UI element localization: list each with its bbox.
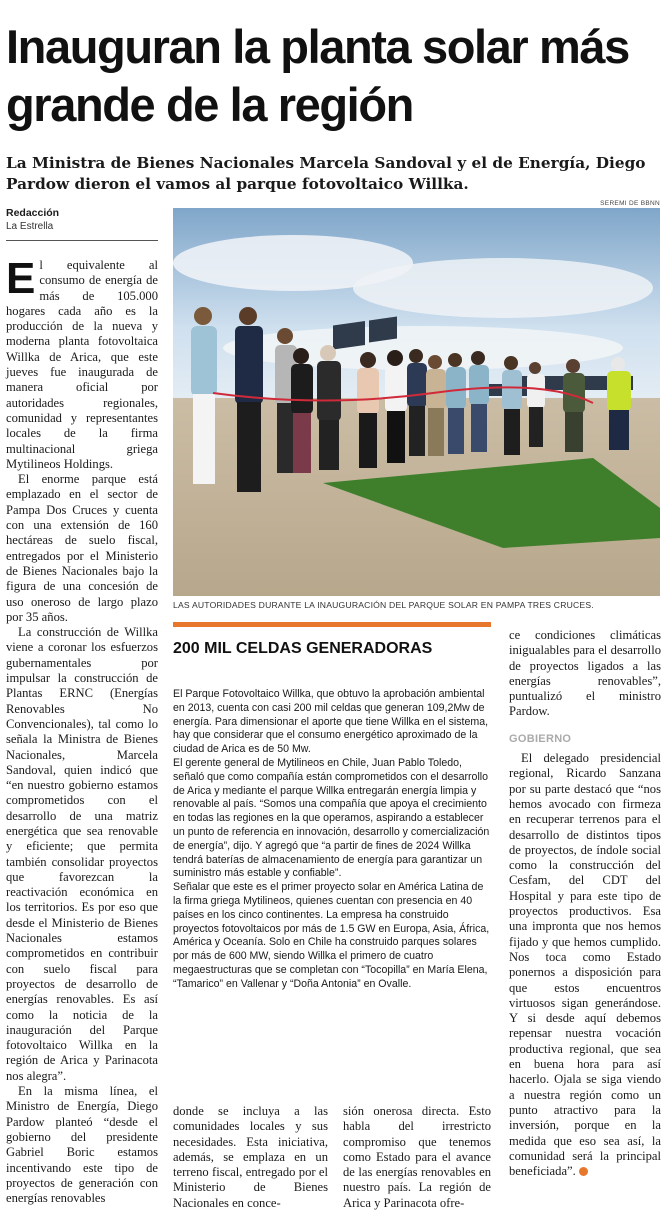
article-paragraph: La construcción de Willka viene a coronar los esfuerzos gubernamentales por impulsar la construcción de Plantas ERNC (Energías Renovables No Convencionales), tal como lo señala la Ministra de Bienes Nacionales, Marcela Sandoval, quien indicó que “en nuestro gobierno estamos comprometidos con el desarrollo de una matriz energética que sea renovable y eficiente; que permita también consolidar proyectos que favorezcan la reactivación económica en los territorios. Es por eso que desde el Ministerio de Bienes Nacionales estamos comprometidos en contribuir con suelo fiscal para proyectos de desarrollo de energías renovables. Es así como la noticia de la inauguración del Parque fotovoltaico Willka en la región de Arica y Parinacota nos alegra”. (6, 625, 158, 1083)
sidebar-box-paragraph: El Parque Fotovoltaico Willka, que obtuvo la aprobación ambiental en 2013, cuenta con casi 200 mil celdas que generan 109,2Mw de energía. Para dimensionar el aporte que tiene Willka en el sistema, hay que considerar que el consumo energético aproximado de la ciudad de Arica es de 50 Mw. (173, 688, 489, 756)
article-paragraph: El enorme parque está emplazado en el sector de Pampa Dos Cruces y cuenta con una extensión de 160 hectáreas de suelo fiscal, entregados por el Ministerio de Bienes Nacionales bajo la figura de una concesión de uso oneroso de largo plazo por 35 años. (6, 472, 158, 624)
article-paragraph (509, 751, 661, 1179)
photo-caption: LAS AUTORIDADES DURANTE LA INAUGURACIÓN DEL PARQUE SOLAR EN PAMPA TRES CRUCES. (173, 600, 594, 610)
article-column-left (6, 254, 158, 1206)
headline: Inauguran la planta solar más grande de la región (6, 20, 629, 131)
article-lead-text: l equivalente al consumo de energía de más de 105.000 hogares cada año es la producción de la nueva y moderna planta fotovoltaica Willka de Arica, que este jueves fue inaugurada de manera oficial por autoridades regionales, comunidad y representantes locales de la firma multinacional griega Mytilineos Holdings. (6, 258, 158, 471)
drop-cap: E (6, 254, 36, 303)
subheadline: La Ministra de Bienes Nacionales Marcela Sandoval y el de Energía, Diego Pardow dieron el vamos al parque fotovoltaico Willka. (6, 154, 646, 193)
article-paragraph (6, 254, 158, 472)
photo-credit: SEREMI DE BBNN (600, 200, 660, 207)
byline-source: La Estrella (6, 221, 54, 232)
byline (6, 207, 158, 233)
photo-illustration (173, 208, 660, 596)
end-of-article-icon (579, 1167, 588, 1176)
sidebar-box-text (173, 688, 491, 992)
byline-author: Redacción (6, 207, 60, 219)
sidebar-box-title: 200 MIL CELDAS GENERADORAS (173, 640, 433, 657)
sidebar-box-paragraph: Señalar que este es el primer proyecto solar en América Latina de la firma griega Mytilineos, quienes cuentan con presencia en 40 países en los cinco continentes. La empresa ha construido proyectos fotovoltaicos por más de 1.5 GW en Europa, Asia, África, América y Oceanía. Solo en Chile ha construido parques solares por más de 600 MW, siendo Willka el primero de cuatro megaestructuras que se completan con “Tocopilla” en María Elena, “Tamarico” en Vallenar y “Doña Antonia” en Ovalle. (173, 881, 490, 990)
section-label: GOBIERNO (509, 732, 572, 745)
sidebar-accent-bar (173, 622, 491, 627)
article-closing-text: El delegado presidencial regional, Ricardo Sanzana por su parte destacó que “nos hemos avocado con firmeza en recuperar terrenos para el desarrollo de distintos tipos de proyectos, de índole social como la construcción del Cesfam, del CDT del Hospital y para este tipo de proyectos productivos. Esa una impronta que nos hemos fijado y que hemos cumplido. Nos toca como Estado ponernos a disposición para que estos encuentros virtuosos sigan generándose. Y si desde aquí debemos repensar nuestra vocación productiva regional, que sea en buena hora para así hacerlo. Ojala se siga viendo a nuestra región como un punto atractivo para la inversión, porque en la medida que eso sea así, la comunidad será la principal beneficiada”. (509, 751, 661, 1179)
byline-divider (6, 240, 158, 241)
article-column-right (509, 628, 661, 1179)
article-paragraph: ce condiciones climáticas inigualables para el desarrollo de proyectos ligados a las energías renovables”, puntualizó el ministro Pardow. (509, 628, 661, 719)
inauguration-photo (173, 208, 660, 596)
article-paragraph: En la misma línea, el Ministro de Energía, Diego Pardow planteó “desde el gobierno del presidente Gabriel Boric estamos incentivando este tipo de proyectos de generación con energías renovables (6, 1084, 158, 1206)
article-column-mid-2: sión onerosa directa. Esto habla del irrestricto compromiso que tenemos como Estado para el avance de las energías renovables en nuestro país. La región de Arica y Parinacota ofre- (343, 1104, 491, 1210)
article-column-mid-1: donde se incluya a las comunidades locales y sus necesidades. Esta iniciativa, además, se emplaza en un terreno fiscal, entregado por el Ministerio de Bienes Nacionales en conce- (173, 1104, 328, 1210)
sidebar-box-paragraph: El gerente general de Mytilineos en Chile, Juan Pablo Toledo, señaló que como compañía están comprometidos con el desarrollo de Arica y mediante el parque Willka entregarán energía limpia y renovable al país. “Somos una compañía que apoya el crecimiento en todas las regiones en la que operamos, aspirando a establecer un punto de referencia en innovación, desarrollo y comercialización de energía”, dijo. Y agregó que “a partir de fines de 2024 Willka tendrá baterías de almacenamiento de energía para garantizar un suministro más estable y confiable”. (173, 756, 490, 880)
